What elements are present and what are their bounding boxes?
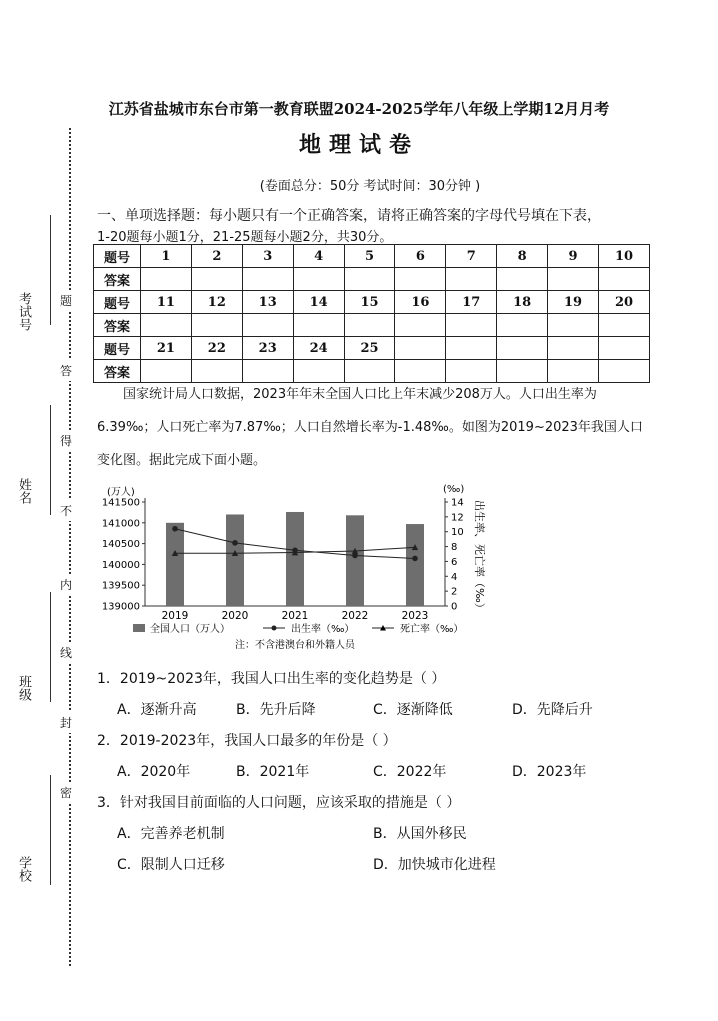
population-bar [346, 515, 364, 606]
birth-rate-point [232, 540, 238, 546]
question-number-cell: 21 [141, 337, 192, 360]
question-number-cell [548, 337, 599, 360]
question-number-cell: 18 [497, 291, 548, 314]
left-tick-label: 141000 [101, 518, 140, 530]
question-number-row [94, 291, 650, 314]
answer-cell[interactable] [293, 268, 344, 291]
question-number-cell: 1 [141, 245, 192, 268]
passage [97, 378, 652, 477]
exam-subject: 地理试卷 [298, 132, 419, 158]
question-number-cell: 7 [446, 245, 497, 268]
answer-cell[interactable] [191, 268, 242, 291]
question-number-cell [395, 337, 446, 360]
q3-option-b[interactable]: B．从国外移民 [373, 826, 467, 842]
question-number-row [94, 337, 650, 360]
seal-char: 密 [60, 782, 72, 803]
population-bar [166, 523, 184, 606]
question-number-cell: 23 [242, 337, 293, 360]
question-number-cell: 12 [191, 291, 242, 314]
question-number-cell: 11 [141, 291, 192, 314]
chart-note: 注：不含港澳台和外籍人员 [235, 640, 355, 651]
answer-cell[interactable] [446, 268, 497, 291]
q2-option-a[interactable]: A．2020年 [117, 764, 191, 780]
answer-cell[interactable] [293, 314, 344, 337]
x-tick-label: 2023 [401, 610, 429, 622]
section-heading-2: 1-20题每小题1分，21-25题每小题2分，共30分。 [97, 230, 393, 245]
answer-row [94, 314, 650, 337]
population-chart [95, 478, 495, 660]
answer-cell[interactable] [446, 314, 497, 337]
left-tick-label: 139500 [101, 580, 140, 592]
x-tick-label: 2020 [221, 610, 249, 622]
question-number-cell: 3 [242, 245, 293, 268]
answer-cell[interactable] [242, 314, 293, 337]
q3-option-c[interactable]: C．限制人口迁移 [117, 857, 225, 873]
answer-cell[interactable] [344, 314, 395, 337]
name-label: 姓名 [16, 478, 31, 504]
question-number-cell: 4 [293, 245, 344, 268]
school-field[interactable] [50, 775, 51, 885]
question-number-cell: 15 [344, 291, 395, 314]
seal-char: 得 [60, 430, 72, 451]
row-label-answer: 答案 [94, 268, 141, 291]
q2-option-d[interactable]: D．2023年 [512, 764, 587, 780]
section-heading: 一、单项选择题：每小题只有一个正确答案，请将正确答案的字母代号填在下表， [97, 208, 601, 224]
question-number-cell: 24 [293, 337, 344, 360]
right-tick-label: 8 [451, 542, 458, 554]
left-tick-label: 140000 [101, 559, 140, 571]
question-number-cell: 8 [497, 245, 548, 268]
question-number-cell [497, 337, 548, 360]
population-bar [226, 514, 244, 606]
class-label: 班级 [16, 675, 31, 701]
row-label-answer: 答案 [94, 314, 141, 337]
birth-rate-point [412, 556, 418, 562]
question-number-cell: 9 [548, 245, 599, 268]
q3-option-a[interactable]: A．完善养老机制 [117, 826, 225, 842]
population-bar [406, 524, 424, 606]
legend-swatch-population [133, 624, 145, 632]
legend-label-birth: 出生率（‰） [291, 624, 355, 635]
class-field[interactable] [50, 592, 51, 702]
question-number-cell [446, 337, 497, 360]
answer-cell[interactable] [141, 314, 192, 337]
question-number-cell: 22 [191, 337, 242, 360]
answer-cell[interactable] [497, 268, 548, 291]
legend-label-death: 死亡率（‰） [400, 624, 464, 635]
row-label-number: 题号 [94, 291, 141, 314]
birth-rate-point [172, 526, 178, 532]
answer-cell[interactable] [191, 314, 242, 337]
right-tick-label: 12 [451, 512, 464, 524]
question-3: 3．针对我国目前面临的人口问题，应该采取的措施是（ ） [97, 795, 461, 811]
exam-number-label: 考试号 [16, 292, 31, 331]
answer-cell[interactable] [344, 268, 395, 291]
answer-cell[interactable] [548, 268, 599, 291]
question-number-row [94, 245, 650, 268]
q1-option-a[interactable]: A．逐渐升高 [117, 702, 197, 718]
question-number-cell: 25 [344, 337, 395, 360]
x-tick-label: 2021 [281, 610, 309, 622]
question-number-cell [599, 337, 650, 360]
q1-option-b[interactable]: B．先升后降 [236, 702, 316, 718]
answer-cell[interactable] [395, 314, 446, 337]
seal-char: 答 [60, 360, 72, 381]
q3-option-d[interactable]: D．加快城市化进程 [373, 857, 496, 873]
right-tick-label: 14 [451, 497, 464, 509]
seal-char: 不 [60, 500, 72, 521]
answer-cell[interactable] [497, 314, 548, 337]
question-number-cell: 6 [395, 245, 446, 268]
q2-option-c[interactable]: C．2022年 [373, 764, 447, 780]
question-number-cell: 17 [446, 291, 497, 314]
right-tick-label: 0 [451, 601, 458, 613]
answer-row [94, 268, 650, 291]
x-tick-label: 2022 [341, 610, 369, 622]
seal-char: 内 [60, 574, 72, 595]
answer-cell[interactable] [548, 314, 599, 337]
left-tick-label: 140500 [101, 539, 140, 551]
seal-char: 题 [60, 290, 72, 311]
exam-title: 江苏省盐城市东台市第一教育联盟2024-2025学年八年级上学期12月月考 [108, 100, 610, 118]
right-axis-label: 出生率、死亡率（‰） [473, 500, 486, 614]
q1-option-c[interactable]: C．逐渐降低 [373, 702, 453, 718]
question-2: 2．2019-2023年，我国人口最多的年份是（ ） [97, 733, 397, 749]
answer-cell[interactable] [242, 268, 293, 291]
answer-cell[interactable] [599, 268, 650, 291]
row-label-number: 题号 [94, 337, 141, 360]
question-number-cell: 10 [599, 245, 650, 268]
school-label: 学校 [16, 856, 31, 882]
q1-option-d[interactable]: D．先降后升 [512, 702, 593, 718]
legend-label-population: 全国人口（万人） [150, 624, 230, 635]
right-tick-label: 10 [451, 527, 464, 539]
question-number-cell: 2 [191, 245, 242, 268]
seal-char: 线 [60, 642, 72, 663]
name-field[interactable] [50, 405, 51, 515]
answer-table [93, 244, 650, 383]
question-1: 1．2019~2023年，我国人口出生率的变化趋势是（ ） [97, 671, 446, 687]
left-tick-label: 141500 [101, 497, 140, 509]
question-number-cell: 14 [293, 291, 344, 314]
right-tick-label: 4 [451, 571, 458, 583]
question-number-cell: 19 [548, 291, 599, 314]
right-tick-label: 6 [451, 556, 458, 568]
passage-line: 变化图。据此完成下面小题。 [97, 453, 267, 468]
row-label-number: 题号 [94, 245, 141, 268]
q2-option-b[interactable]: B．2021年 [236, 764, 310, 780]
passage-line: 国家统计局人口数据，2023年年末全国人口比上年末减少208万人。人口出生率为 [123, 387, 597, 402]
legend-marker-birth [272, 626, 277, 631]
left-tick-label: 139000 [101, 601, 140, 613]
seal-char: 封 [60, 712, 72, 733]
right-axis-unit: (‰) [443, 484, 465, 495]
answer-cell[interactable] [141, 268, 192, 291]
passage-line: 6.39‰；人口死亡率为7.87‰；人口自然增长率为-1.48‰。如图为2019~2023年我国人口 [97, 420, 643, 435]
question-number-cell: 5 [344, 245, 395, 268]
x-tick-label: 2019 [161, 610, 189, 622]
left-axis-unit: (万人) [107, 487, 135, 498]
exam-number-field[interactable] [50, 215, 51, 325]
answer-cell[interactable] [395, 268, 446, 291]
exam-meta: (卷面总分：50分 考试时间：30分钟 ) [259, 179, 481, 194]
answer-cell[interactable] [599, 314, 650, 337]
binding-dotted-line [69, 128, 71, 966]
question-number-cell: 20 [599, 291, 650, 314]
question-number-cell: 16 [395, 291, 446, 314]
question-number-cell: 13 [242, 291, 293, 314]
population-bar [286, 512, 304, 606]
right-tick-label: 2 [451, 586, 458, 598]
row-label-answer: 答案 [94, 360, 141, 383]
